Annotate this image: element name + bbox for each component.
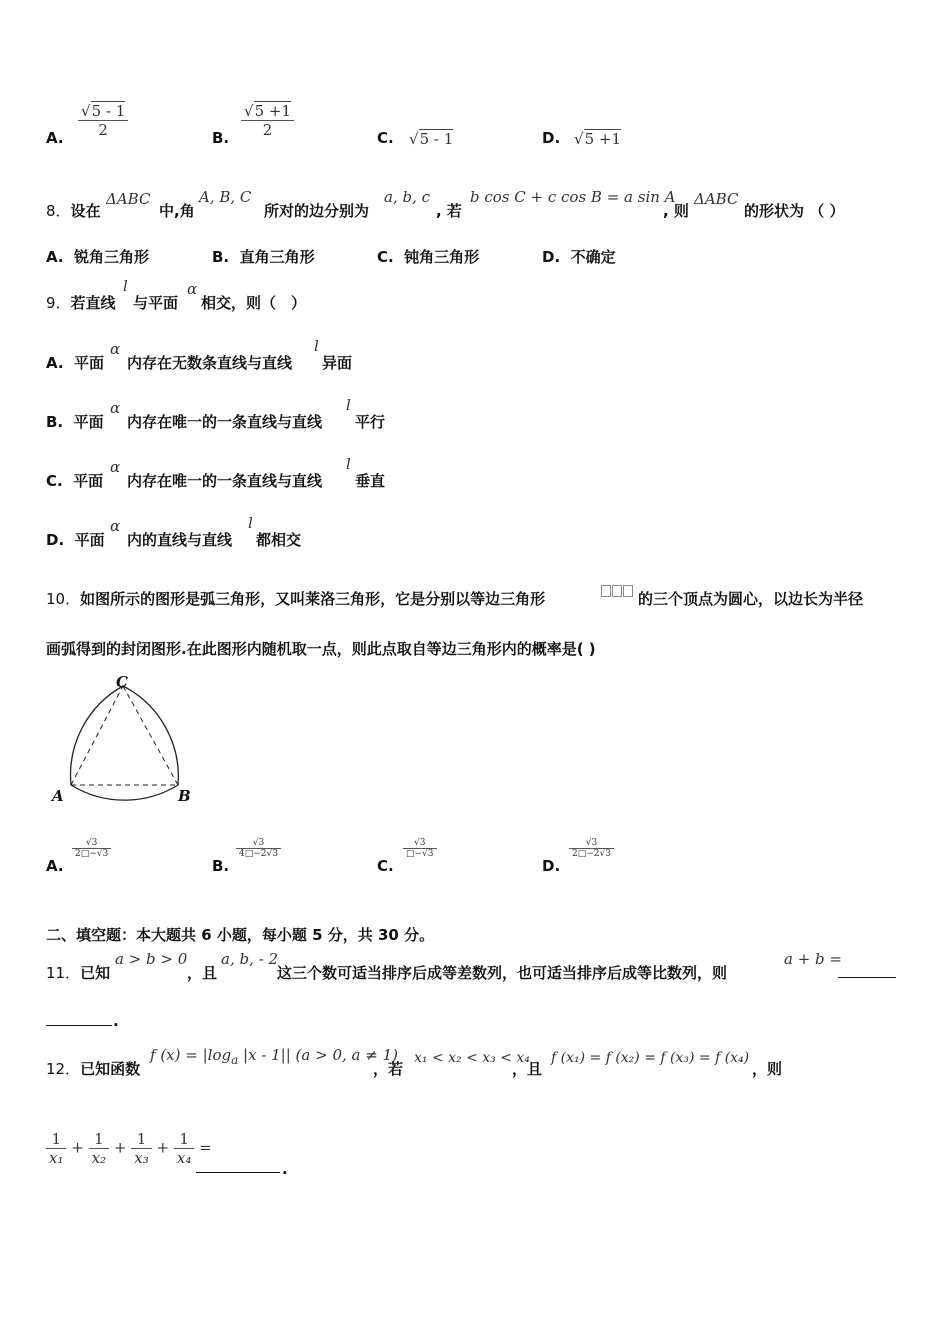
q12-period: . — [282, 1160, 288, 1178]
q9-option-b-post: 平行 — [355, 413, 386, 431]
q10-option-a-fraction: $\frac{√3}{2□-√3}$ — [72, 838, 111, 859]
q8-text-3: 所对的边分别为 — [264, 202, 370, 220]
q9-option-d-post: 都相交 — [256, 531, 302, 549]
q10-line-2: 画弧得到的封闭图形.在此图形内随机取一点，则此点取自等边三角形内的概率是( ) — [46, 640, 596, 658]
q11-answer-blank-2[interactable] — [46, 1010, 112, 1026]
q9-option-c-post: 垂直 — [355, 472, 386, 490]
q8-text-4: , 若 — [436, 202, 462, 220]
q8-angles: A, B, C — [199, 188, 252, 206]
section-2-heading: 二、填空题：本大题共 6 小题，每小题 5 分，共 30 分。 — [46, 926, 435, 944]
q8-triangle-2: ΔABC — [694, 190, 739, 208]
q10-line-1a: 10．如图所示的图形是弧三角形，又叫莱洛三角形，它是分别以等边三角形 — [46, 590, 546, 608]
q9-l-symbol: l — [123, 277, 128, 295]
q8-text-6: 的形状为 （ ） — [744, 202, 845, 220]
reuleaux-triangle-figure — [46, 668, 206, 810]
q9-option-c-start: C. 平面 — [46, 472, 104, 490]
q7-a-den: 2 — [78, 120, 128, 139]
q12-sum-expression: $\frac{1}{\text{x₁}}$ + $\frac{1}{\text{x₂}}$ + $\frac{1}{\text{x₃}}$ + $\frac{1}{\text{x₄}}$ = — [46, 1130, 212, 1167]
q9-option-a-start: A. 平面 — [46, 354, 105, 372]
q8-sides: a, b, c — [384, 188, 431, 206]
q7-option-c-expr: √5 - 1 — [409, 130, 454, 148]
q8-stem — [46, 200, 101, 221]
q12-ordering: x₁ < x₂ < x₃ < x₄ — [414, 1050, 530, 1066]
q8-text-2: 中,角 — [159, 202, 195, 220]
q11-condition: a > b > 0 — [115, 950, 188, 968]
q11-text-2: ，且 — [187, 964, 218, 982]
q10-option-b-label: B. — [212, 857, 230, 875]
q9-option-d-l: l — [248, 514, 253, 532]
q12-answer-blank[interactable] — [196, 1157, 280, 1173]
q10-line-1b: 的三个顶点为圆心，以边长为半径 — [638, 590, 864, 608]
q8-number: 8． — [46, 202, 71, 220]
vertex-label-c: C — [116, 673, 128, 691]
q11-period: . — [113, 1012, 119, 1030]
q12-stem-start: 12．已知函数 — [46, 1060, 141, 1078]
q9-option-b-alpha: α — [110, 399, 121, 417]
reuleaux-arcs — [71, 686, 179, 800]
q7-b-num: 5 +1 — [254, 102, 291, 120]
q12-function: f $(x) = |\log_a$ |x - 1|| (a > 0, a ≠ 1) — [150, 1046, 398, 1067]
q7-option-a-fraction: $\frac{√5 - 1}{2}$ — [78, 102, 128, 139]
q11-text-3: 这三个数可适当排序后成等差数列，也可适当排序后成等比数列，则 — [277, 964, 728, 982]
q8-option-a: A. 锐角三角形 — [46, 248, 150, 266]
q9-option-c-mid: 内存在唯一的一条直线与直线 — [127, 472, 323, 490]
vertex-label-b: B — [178, 787, 191, 805]
q9-option-d-mid: 内的直线与直线 — [127, 531, 233, 549]
q9-option-a-mid: 内存在无数条直线与直线 — [127, 354, 293, 372]
q12-equality: f (x₁) = f (x₂) = f (x₃) = f (x₄) — [551, 1050, 750, 1066]
q9-text-2: 与平面 — [133, 294, 179, 312]
q7-option-d-expr: √5 +1 — [574, 130, 621, 148]
q9-stem-start: 9．若直线 — [46, 294, 116, 312]
q7-option-c-label: C. — [377, 129, 394, 147]
q7-option-b-label: B. — [212, 129, 230, 147]
q9-option-d-alpha: α — [110, 517, 121, 535]
q10-option-a-label: A. — [46, 857, 64, 875]
q10-missing-glyphs — [601, 585, 634, 604]
q8-text-1: 设在 — [70, 202, 101, 220]
q10-option-d-label: D. — [542, 857, 561, 875]
q12-text-3: ，且 — [512, 1060, 543, 1078]
q7-option-a-label: A. — [46, 129, 64, 147]
q7-a-num: 5 - 1 — [91, 102, 126, 120]
q9-option-b-start: B. 平面 — [46, 413, 104, 431]
q10-option-c-fraction: $\frac{√3}{□-√3}$ — [403, 838, 437, 859]
q9-alpha-symbol: α — [187, 280, 198, 298]
q7-b-den: 2 — [241, 120, 294, 139]
q12-text-2: ，若 — [373, 1060, 404, 1078]
q9-option-a-post: 异面 — [322, 354, 353, 372]
q12-text-4: ，则 — [752, 1060, 783, 1078]
q8-option-d: D. 不确定 — [542, 248, 616, 266]
q7-option-d-label: D. — [542, 129, 561, 147]
q10-option-c-label: C. — [377, 857, 394, 875]
q8-text-5: , 则 — [663, 202, 689, 220]
q7-option-b-fraction: $\frac{√5 +1}{2}$ — [241, 102, 294, 139]
q11-expression: a + b = — [784, 950, 842, 968]
q10-option-b-fraction: $\frac{√3}{4□-2√3}$ — [236, 838, 281, 859]
q9-text-3: 相交，则（ ） — [201, 294, 307, 312]
q9-option-c-l: l — [346, 455, 351, 473]
q9-option-a-alpha: α — [110, 340, 121, 358]
q8-triangle-1: ΔABC — [106, 190, 151, 208]
q10-option-d-fraction: $\frac{√3}{2□-2√3}$ — [569, 838, 614, 859]
q11-stem-start: 11．已知 — [46, 964, 111, 982]
q9-option-b-mid: 内存在唯一的一条直线与直线 — [127, 413, 323, 431]
q9-option-b-l: l — [346, 396, 351, 414]
q9-option-a-l: l — [314, 337, 319, 355]
q9-option-d-start: D. 平面 — [46, 531, 105, 549]
q8-equation: b cos C + c cos B = a sin A — [470, 188, 676, 206]
q8-option-b: B. 直角三角形 — [212, 248, 315, 266]
q8-option-c: C. 钝角三角形 — [377, 248, 480, 266]
q11-answer-blank-1[interactable] — [838, 962, 896, 978]
vertex-label-a: A — [52, 787, 64, 805]
q11-numbers: a, b, - 2 — [221, 950, 278, 968]
q9-option-c-alpha: α — [110, 458, 121, 476]
